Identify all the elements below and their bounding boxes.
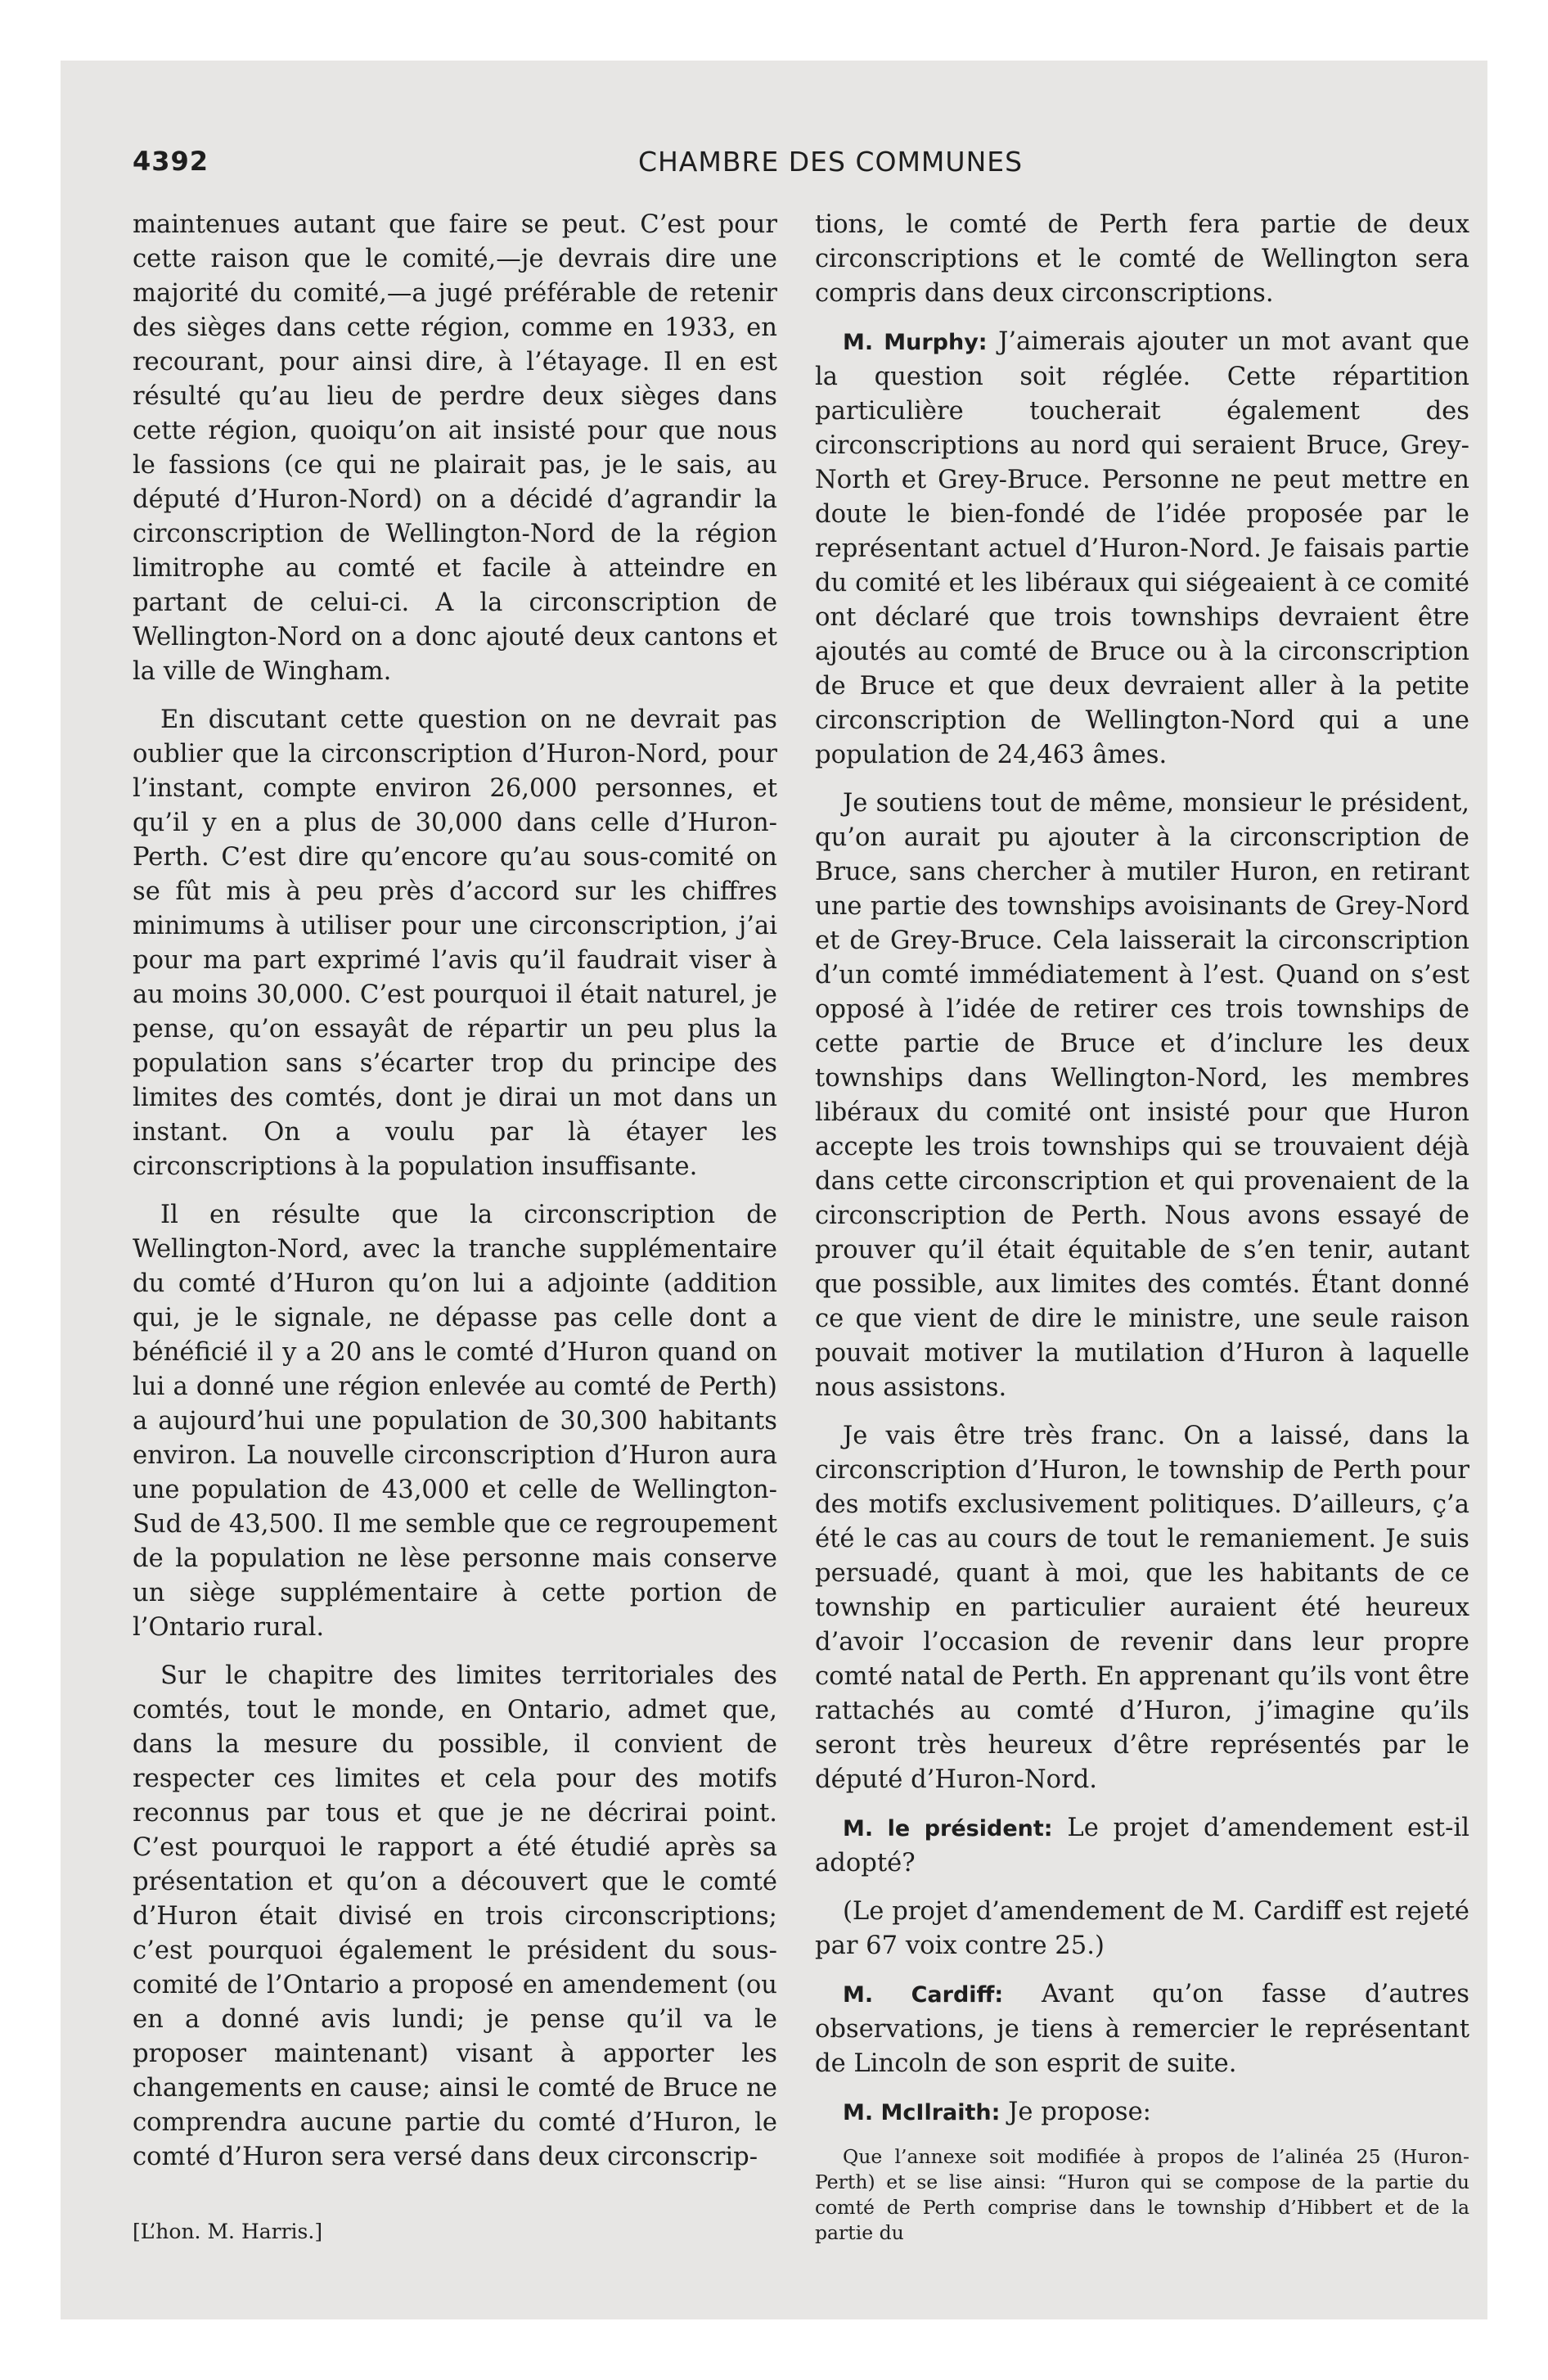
- paragraph: maintenues autant que faire se peut. C’est pour cette raison que le comité,—je devrais dire une majorité du comité,—a jugé préférable de retenir des sièges dans cette région, comme en 1933, en recourant, pour ainsi dire, à l’étayage. Il en est résulté qu’au lieu de perdre deux sièges dans cette région, quoiqu’on ait insisté pour que nous le fassions (ce qui ne plairait pas, je le sais, au député d’Huron-Nord) on a décidé d’agrandir la circonscription de Wellington-Nord de la région limitrophe au comté et facile à atteindre en partant de celui-ci. A la circonscription de Wellington-Nord on a donc ajouté deux cantons et la ville de Wingham.: [133, 210, 777, 686]
- paragraph: Je soutiens tout de même, monsieur le président, qu’on aurait pu ajouter à la circonscription de Bruce, sans chercher à mutiler Huron, en retirant une partie des townships avoisinants de Grey-Nord et de Grey-Bruce. Cela laisserait la circonscription d’un comté immédiatement à l’est. Quand on s’est opposé à l’idée de retirer ces trois townships de cette partie de Bruce et d’inclure les deux townships dans Wellington-Nord, les membres libéraux du comité ont insisté pour que Huron accepte les trois townships qui se trouvaient déjà dans cette circonscription et qui provenaient de la circonscription de Perth. Nous avons essayé de prouver qu’il était équitable de s’en tenir, autant que possible, aux limites des comtés. Étant donné ce que vient de dire le ministre, une seule raison pouvait motiver la mutilation d’Huron à laquelle nous assistons.: [815, 789, 1469, 1402]
- speech-text: Avant qu’on fasse d’autres observations, je tiens à remercier le représentant de Lincoln de son esprit de suite.: [815, 1980, 1469, 2078]
- speaker-name: M. McIlraith:: [843, 2100, 1001, 2125]
- paragraph: Il en résulte que la circonscription de Wellington-Nord, avec la tranche supplémentaire du comté d’Huron qu’on lui a adjointe (addition qui, je le signale, ne dépasse pas celle dont a bénéficié il y a 20 ans le comté d’Huron quand on lui a donné une région enlevée au comté de Perth) a aujourd’hui une population de 30,300 habitants environ. La nouvelle circonscription d’Huron aura une population de 43,000 et celle de Wellington-Sud de 43,500. Il me semble que ce regroupement de la population ne lèse personne mais conserve un siège supplémentaire à cette portion de l’Ontario rural.: [133, 1201, 777, 1642]
- speech-president: [815, 1811, 1469, 1881]
- speech-text: J’aimerais ajouter un mot avant que la question soit réglée. Cette répartition particulière toucherait également des circonscriptions au nord qui seraient Bruce, Grey-North et Grey-Bruce. Personne ne peut mettre en doute le bien-fondé de l’idée proposée par le représentant actuel d’Huron-Nord. Je faisais partie du comité et les libéraux qui siégeaient à ce comité ont déclaré que trois townships devraient être ajoutés au comté de Bruce ou à la circonscription de Bruce et que deux devraient aller à la petite circonscription de Wellington-Nord qui a une population de 24,463 âmes.: [815, 327, 1469, 769]
- left-column: [133, 208, 777, 2188]
- paragraph: tions, le comté de Perth fera partie de deux circonscriptions et le comté de Wellington sera compris dans deux circonscriptions.: [815, 210, 1469, 308]
- speaker-name: M. Murphy:: [843, 330, 988, 355]
- motion-text: Que l’annexe soit modifiée à propos de l’alinéa 25 (Huron-Perth) et se lise ainsi: “Huron qui se compose de la partie du comté de Perth comprise dans le township d’Hibbert et de la partie du: [815, 2145, 1469, 2244]
- speech-murphy: [815, 325, 1469, 773]
- paragraph: En discutant cette question on ne devrait pas oublier que la circonscription d’Huron-Nord, pour l’instant, compte environ 26,000 personnes, et qu’il y en a plus de 30,000 dans celle d’Huron-Perth. C’est dire qu’encore qu’au sous-comité on se fût mis à peu près d’accord sur les chiffres minimums à utiliser pour une circonscription, j’ai pour ma part exprimé l’avis qu’il faudrait viser à au moins 30,000. C’est pourquoi il était naturel, je pense, qu’on essayât de répartir un peu plus la population sans s’écarter trop du principe des limites des comtés, dont je dirai un mot dans un instant. On a voulu par là étayer les circonscriptions à la population insuffisante.: [133, 705, 777, 1181]
- speech-cardiff: [815, 1977, 1469, 2081]
- speech-text: Je propose:: [1000, 2098, 1151, 2126]
- paragraph: Je vais être très franc. On a laissé, dans la circonscription d’Huron, le township de Perth pour des motifs exclusivement politiques. D’ailleurs, ç’a été le cas au cours de tout le remaniement. Je suis persuadé, quant à moi, que les habitants de ce township en particulier auraient été heureux d’avoir l’occasion de revenir dans leur propre comté natal de Perth. En apprenant qu’ils vont être rattachés au comté d’Huron, j’imagine qu’ils seront très heureux d’être représentés par le député d’Huron-Nord.: [815, 1422, 1469, 1794]
- running-title: CHAMBRE DES COMMUNES: [637, 146, 1024, 178]
- page-header: [133, 146, 1479, 185]
- speaker-name: M. le président:: [843, 1816, 1053, 1841]
- speech-text: Le projet d’amendement est-il adopté?: [815, 1814, 1470, 1877]
- speaker-footer-label: [L’hon. M. Harris.]: [133, 2220, 323, 2243]
- vote-result: (Le projet d’amendement de M. Cardiff est rejeté par 67 voix contre 25.): [815, 1897, 1469, 1960]
- page-number: 4392: [133, 146, 209, 177]
- speech-mcilraith: [815, 2095, 1469, 2130]
- speaker-name: M. Cardiff:: [843, 1982, 1004, 2008]
- right-column: [815, 208, 1469, 2260]
- paragraph: Sur le chapitre des limites territoriales des comtés, tout le monde, en Ontario, admet que, dans la mesure du possible, il convient de respecter ces limites et cela pour des motifs reconnus par tous et que je ne décrirai point. C’est pourquoi le rapport a été étudié après sa présentation et qu’on a découvert que le comté d’Huron était divisé en trois circonscriptions; c’est pourquoi également le président du sous-comité de l’Ontario a proposé en amendement (ou en a donné avis lundi; je pense qu’il va le proposer maintenant) visant à apporter les changements en cause; ainsi le comté de Bruce ne comprendra aucune partie du comté d’Huron, le comté d’Huron sera versé dans deux circonscrip-: [133, 1661, 777, 2171]
